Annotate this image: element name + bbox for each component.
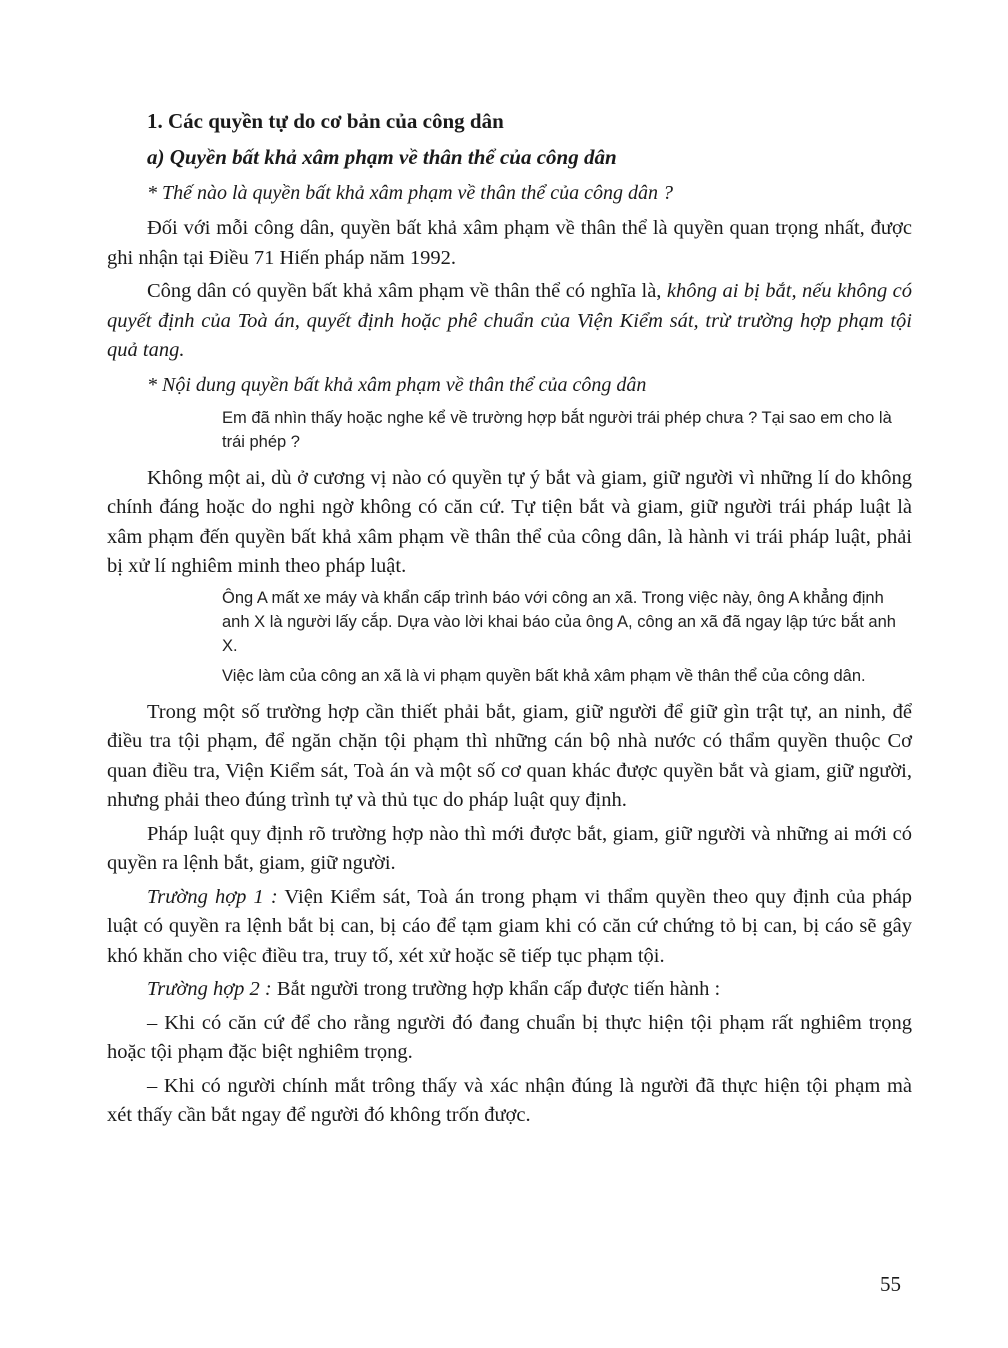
case-2-paragraph [107, 975, 912, 1005]
section-title: 1. Các quyền tự do cơ bản của công dân [147, 109, 504, 133]
page-number: 55 [880, 1272, 901, 1296]
paragraph-1: Đối với mỗi công dân, quyền bất khả xâm phạm về thân thể là quyền quan trọng nhất, được ghi nhận tại Điều 71 Hiến pháp năm 1992. [107, 217, 912, 269]
example-box [222, 586, 912, 688]
case-2-text: Bắt người trong trường hợp khẩn cấp được tiến hành : [271, 978, 721, 1000]
bullet-1: – Khi có căn cứ để cho rằng người đó đang chuẩn bị thực hiện tội phạm rất nghiêm trọng hoặc tội phạm đặc biệt nghiêm trọng. [107, 1011, 912, 1063]
paragraph-2-italic: không ai bị bắt, nếu không có quyết định của Toà án, quyết định hoặc phê chuẩn của Viện Kiểm sát, trừ trường hợp phạm tội quả tang. [107, 280, 913, 361]
activity-box-1 [222, 406, 912, 454]
activity-box-1-text: Em đã nhìn thấy hoặc nghe kể về trường hợp bắt người trái phép chưa ? Tại sao em cho là trái phép ? [222, 408, 892, 451]
paragraph-5: Pháp luật quy định rõ trường hợp nào thì mới được bắt, giam, giữ người và những ai mới có quyền ra lệnh bắt, giam, giữ người. [107, 822, 912, 874]
paragraph-2-start: Công dân có quyền bất khả xâm phạm về thân thể có nghĩa là, [147, 280, 667, 302]
case-1-paragraph [107, 883, 912, 972]
case-1-label: Trường hợp 1 : [147, 885, 278, 908]
case-2-label: Trường hợp 2 : [147, 978, 272, 1000]
example-box-text-1: Ông A mất xe máy và khẩn cấp trình báo với công an xã. Trong việc này, ông A khẳng định anh X là người lấy cắp. Dựa vào lời khai báo của ông A, công an xã đã ngay lập tức bắt anh X. [222, 588, 896, 655]
case-1-text: Viện Kiểm sát, Toà án trong phạm vi thẩm quyền theo quy định của pháp luật có quyền ra lệnh bắt bị can, bị cáo để tạm giam khi có căn cứ chứng tỏ bị can, bị cáo sẽ gây khó khăn cho việc điều tra, truy tố, xét xử hoặc sẽ tiếp tục phạm tội. [107, 885, 912, 967]
subsection-title: a) Quyền bất khả xâm phạm về thân thể của công dân [147, 145, 617, 169]
paragraph-2 [107, 277, 912, 366]
question-2: * Nội dung quyền bất khả xâm phạm về thân thể của công dân [147, 373, 647, 396]
paragraph-4: Trong một số trường hợp cần thiết phải bắt, giam, giữ người để giữ gìn trật tự, an ninh, để điều tra tội phạm, để ngăn chặn tội phạm thì những cán bộ nhà nước có thẩm quyền thuộc Cơ quan điều tra, Viện Kiểm sát, Toà án và một số cơ quan khác được quyền bắt và giam, giữ người, nhưng phải theo đúng trình tự và thủ tục do pháp luật quy định. [107, 700, 912, 811]
example-box-text-2: Việc làm của công an xã là vi phạm quyền bất khả xâm phạm về thân thể của công dân. [222, 666, 866, 685]
paragraph-3: Không một ai, dù ở cương vị nào có quyền tự ý bắt và giam, giữ người vì những lí do không chính đáng hoặc do nghi ngờ không có căn cứ. Tự tiện bắt và giam, giữ người trái pháp luật là xâm phạm đến quyền bất khả xâm phạm về thân thể của công dân, là hành vi trái pháp luật, phải bị xử lí nghiêm minh theo pháp luật. [107, 466, 912, 577]
question-1: * Thế nào là quyền bất khả xâm phạm về thân thể của công dân ? [147, 182, 674, 204]
bullet-2: – Khi có người chính mắt trông thấy và xác nhận đúng là người đã thực hiện tội phạm mà xét thấy cần bắt ngay để người đó không trốn được. [107, 1074, 912, 1126]
